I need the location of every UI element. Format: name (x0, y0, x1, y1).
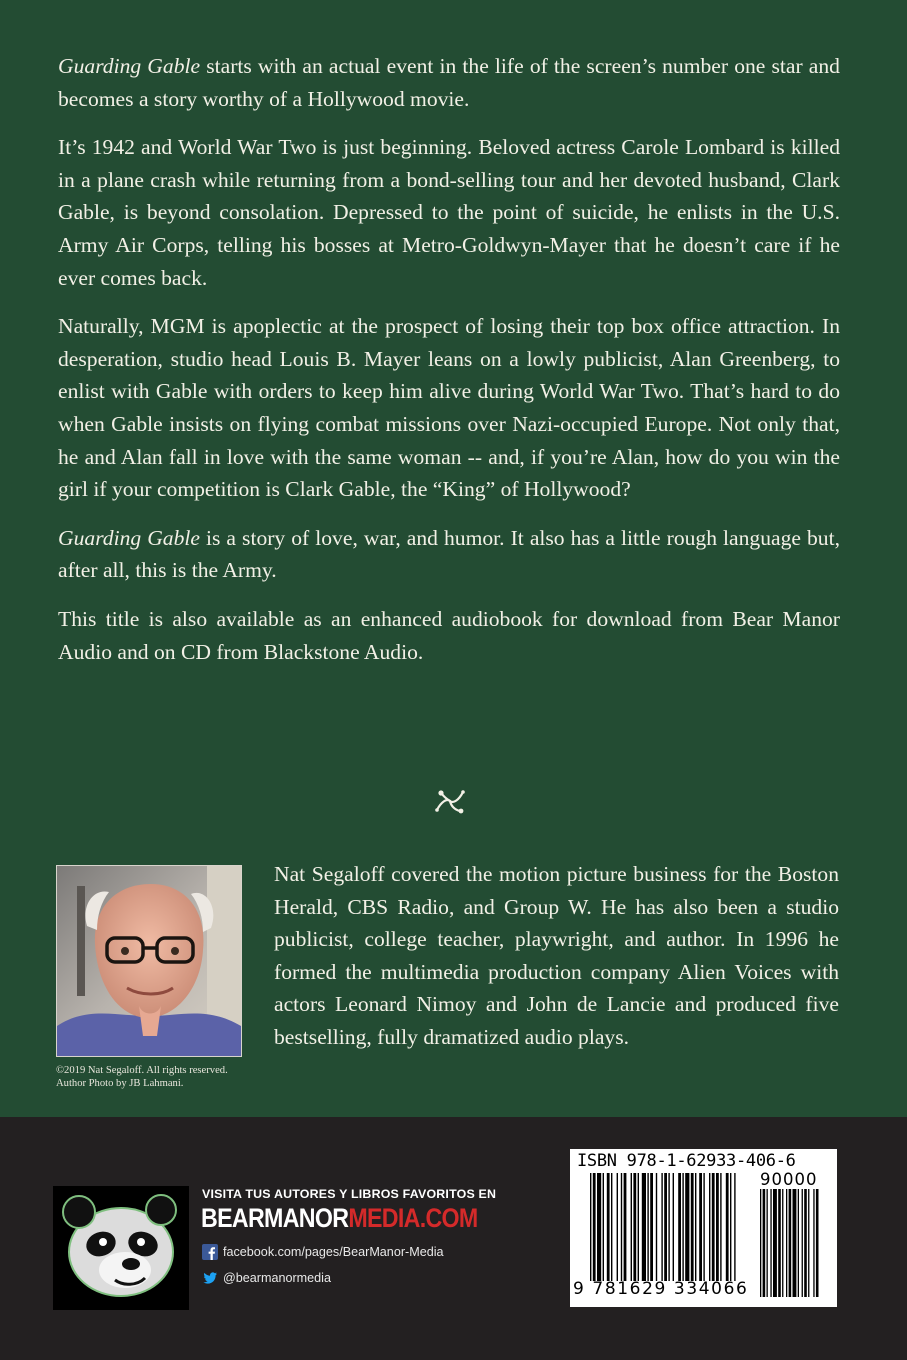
author-photo (56, 865, 242, 1057)
book-title-italic: Guarding Gable (58, 525, 200, 550)
blurb-paragraph-1 (58, 50, 840, 115)
website-part-1: BEARMANOR (201, 1203, 349, 1233)
visit-tagline: VISITA TUS AUTORES Y LIBROS FAVORITOS EN (202, 1187, 497, 1201)
book-description (58, 50, 840, 684)
twitter-handle: @bearmanormedia (223, 1271, 331, 1285)
website-part-2: MEDIA.COM (348, 1203, 478, 1233)
isbn-label: ISBN 978-1-62933-406-6 (577, 1151, 796, 1171)
blurb-paragraph-4 (58, 522, 840, 587)
facebook-icon (202, 1244, 218, 1260)
copyright-line: ©2019 Nat Segaloff. All rights reserved. (56, 1065, 228, 1076)
price-addon-digits: 90000 (760, 1170, 818, 1189)
blurb-text: starts with an actual event in the life of the screen’s number one star and becomes a story worthy of a Hollywood movie. (58, 54, 840, 111)
blurb-paragraph-2: It’s 1942 and World War Two is just beginning. Beloved actress Carole Lombard is killed in a plane crash while returning from a bond-selling tour and her devoted husband, Clark Gable, is beyond consolation. Depressed to the point of suicide, he enlists in the U.S. Army Air Corps, telling his bosses at Metro-Goldwyn-Mayer that he doesn’t care if he ever comes back. (58, 135, 840, 290)
twitter-bird-icon (202, 1270, 218, 1286)
book-title-italic: Guarding Gable (58, 54, 201, 78)
twitter-link[interactable] (202, 1270, 331, 1286)
blurb-text: is a story of love, war, and humor. It also has a little rough language but, after all, this is the Army. (58, 525, 840, 583)
blurb-paragraph-3: Naturally, MGM is apoplectic at the prospect of losing their top box office attraction. In desperation, studio head Louis B. Mayer leans on a lowly publicist, Alan Greenberg, to enlist with Gable with orders to keep him alive during World War Two. That’s hard to do when Gable insists on flying combat missions over Nazi-occupied Europe. Not only that, he and Alan fall in love with the same woman -- and, if you’re Alan, how do you win the girl if your competition is Clark Gable, the “King” of Hollywood? (58, 314, 840, 502)
publisher-website[interactable] (201, 1203, 478, 1234)
facebook-url: facebook.com/pages/BearManor-Media (223, 1245, 444, 1259)
author-bio: Nat Segaloff covered the motion picture business for the Boston Herald, CBS Radio, and Group W. He has also been a studio publicist, college teacher, playwright, and author. In 1996 he formed the multimedia production company Alien Voices with actors Leonard Nimoy and John de Lancie and produced five bestselling, fully dramatized audio plays. (274, 862, 839, 1049)
panda-icon (53, 1186, 189, 1310)
barcode-digits: 9 781629 334066 (573, 1279, 749, 1299)
fleuron-ornament-icon (433, 786, 467, 816)
photo-credit (56, 1064, 256, 1090)
photographer-line: Author Photo by JB Lahmani. (56, 1078, 184, 1089)
facebook-link[interactable] (202, 1244, 444, 1260)
blurb-paragraph-5: This title is also available as an enhanced audiobook for download from Bear Manor Audio and on CD from Blackstone Audio. (58, 606, 840, 664)
